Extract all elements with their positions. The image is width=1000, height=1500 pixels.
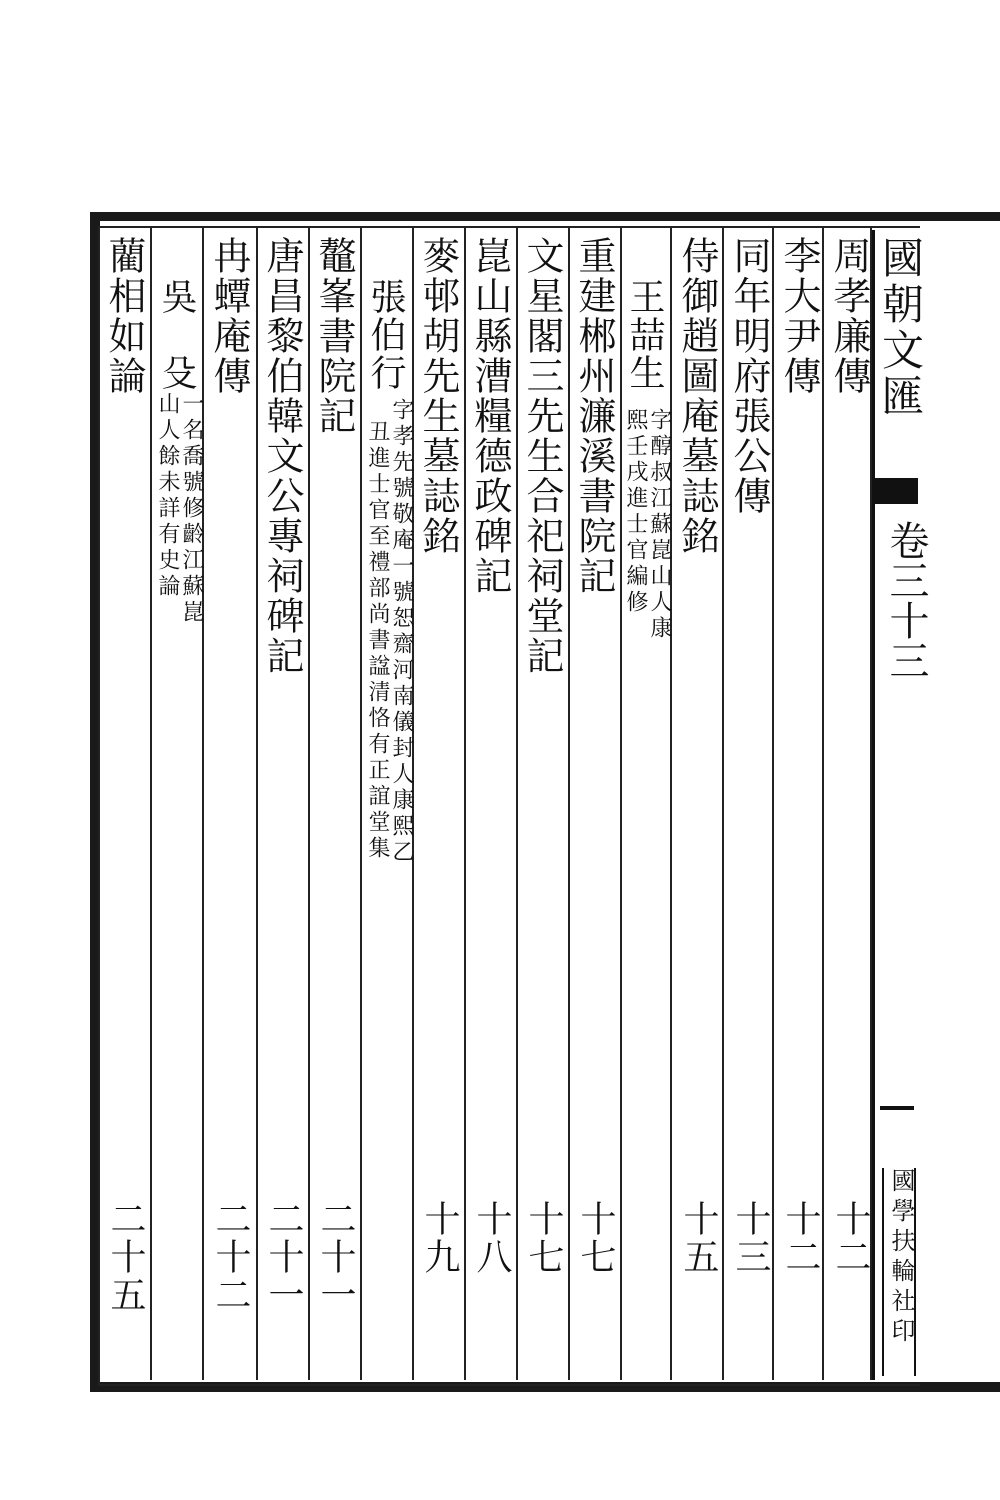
entry-title: 麥邨胡先生墓誌銘 (416, 236, 460, 556)
entry-title: 李大尹傳 (777, 236, 821, 396)
entry-title: 崑山縣漕糧德政碑記 (468, 236, 512, 596)
entry-page: 十七 (575, 1200, 616, 1276)
entry-title: 文星閣三先生合祀祠堂記 (520, 236, 564, 676)
author-name: 吳 殳 (156, 278, 197, 392)
entry-page: 十二 (830, 1200, 871, 1276)
entry-title: 侍御趙圖庵墓誌銘 (675, 236, 719, 556)
author-note: 一名喬號修齡江蘇崑 (179, 392, 204, 626)
entry-page: 二十一 (315, 1200, 356, 1314)
author-note: 山人餘未詳有史論 (155, 392, 180, 600)
entry-title: 藺相如論 (102, 236, 146, 396)
entry-page: 十七 (523, 1200, 564, 1276)
press-label-box (882, 1168, 916, 1376)
entry-page: 二十一 (263, 1200, 304, 1314)
entry-title: 周孝廉傳 (827, 236, 871, 396)
author-note: 字醇叔江蘇崑山人康 (647, 408, 672, 642)
press-label: 國學扶輪社印 (887, 1168, 915, 1348)
author-name: 王喆生 (624, 278, 665, 392)
entry-title: 唐昌黎伯韓文公專祠碑記 (260, 236, 304, 676)
entry-page: 十八 (471, 1200, 512, 1276)
folio-mark (880, 1106, 914, 1110)
entry-page: 十二 (780, 1200, 821, 1276)
entry-page: 十三 (730, 1200, 771, 1276)
entry-title: 同年明府張公傳 (727, 236, 771, 516)
column-divider (622, 228, 672, 1380)
volume-label: 卷三十三 (883, 520, 929, 680)
entry-title: 冉蟫庵傳 (207, 236, 251, 396)
author-note: 丑進士官至禮部尚書諡清恪有正誼堂集 (365, 420, 390, 862)
fishtail-mark (872, 478, 918, 504)
entry-page: 二十五 (105, 1200, 146, 1314)
author-note: 字孝先號敬庵一號恕齋河南儀封人康熙乙 (389, 398, 414, 866)
author-name: 張伯行 (365, 278, 406, 392)
entry-page: 十五 (678, 1200, 719, 1276)
entry-title: 重建郴州濂溪書院記 (572, 236, 616, 596)
entry-title: 鼇峯書院記 (312, 236, 356, 436)
entry-page: 二十二 (210, 1200, 251, 1314)
author-note: 熙壬戌進士官編修 (623, 408, 648, 616)
entry-page: 十九 (419, 1200, 460, 1276)
collection-title: 國朝文匯 (876, 236, 925, 420)
